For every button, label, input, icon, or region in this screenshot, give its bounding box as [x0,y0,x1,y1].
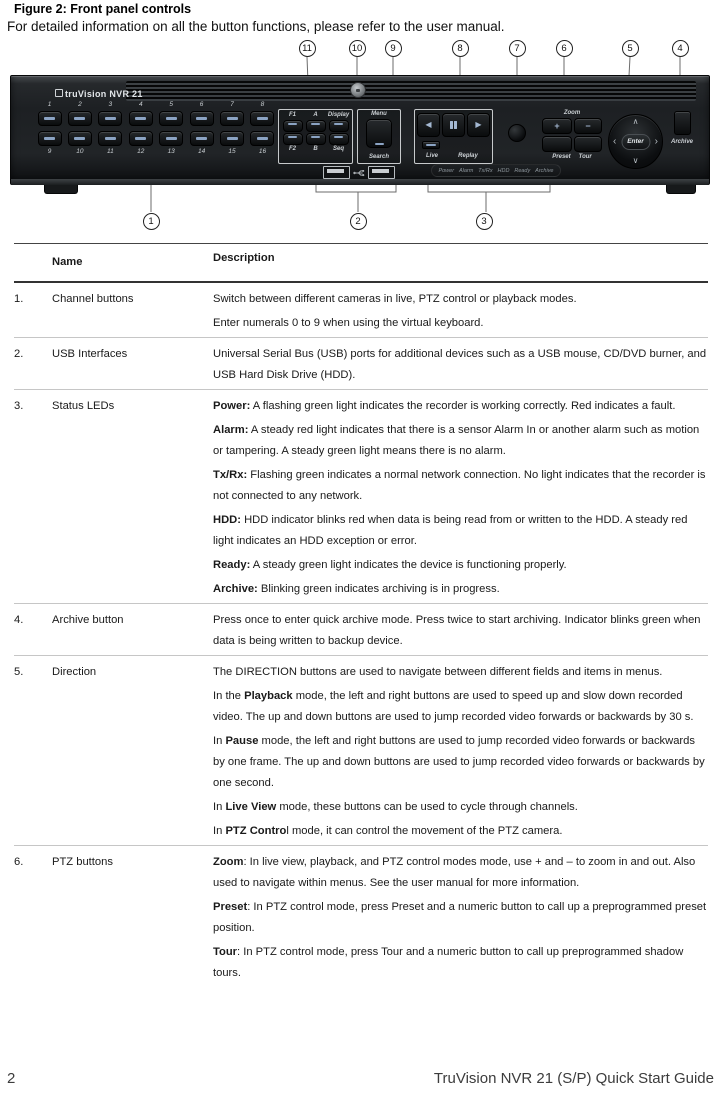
status-led-label: Power [438,167,455,174]
function-button [283,133,303,145]
panel-foot [44,185,78,194]
replay-label: Replay [458,153,478,159]
row-description: Power: A flashing green light indicates the recorder is working correctly. Red indicates a fault. Alarm: A steady red light indicates that there is a sensor Alarm In or another alarm such as motion or tampering. A steady green light means there is no alarm. Tx/Rx: Flashing green indicates a normal network connection. No light indicates that the recorder is not connected to any network. HDD: HDD indicator blinks red when data is being read from or written to the HDD. A steady red light indicates an HDD exception or error. Ready: A steady green light indicates the device is functioning properly. Archive: Blinking green indicates archiving is in progress. [213,400,706,595]
usb-ports [323,166,395,179]
channel-button-7 [220,111,244,126]
led-dash [288,123,297,125]
row-description: Zoom: In live view, playback, and PTZ control modes mode, use + and – to zoom in and out. Also used to navigate within menus. See the user manual for more information. Preset: In PTZ control mode, press Preset and a numeric button to call up a preprogrammed preset position. Tour: In PTZ control mode, press Tour and a numeric button to call up preprogrammed shadow tours. [213,856,707,979]
live-indicator [422,141,440,149]
channel-number-label: 9 [47,148,52,155]
row-description: Switch between different cameras in live, PTZ control or playback modes. Enter numerals 0 to 9 when using the virtual keyboard. [213,293,577,329]
channel-button-9 [38,131,62,146]
callout-4: 4 [672,40,689,57]
row-description: Universal Serial Bus (USB) ports for additional devices such as a USB mouse, CD/DVD burner, and USB Hard Disk Drive (HDD). [213,348,707,381]
search-label: Search [368,154,389,160]
channel-number-label: 15 [228,148,236,155]
status-led-label: Tx/Rx [478,167,493,174]
table-header [14,243,708,283]
channel-cell [67,131,92,156]
row-name: USB Interfaces [52,348,128,360]
usb-port [368,166,395,179]
zoom-label: Zoom [563,110,581,116]
usb-icon [353,168,365,178]
channel-cell [159,101,184,126]
led-dash [74,117,85,120]
function-label: Display [327,112,350,118]
archive-label: Archive [670,139,693,145]
row-number: 4. [14,614,24,626]
callout-11: 11 [299,40,316,57]
preset-label: Preset [552,154,571,160]
rewind-icon: ◀ [425,120,432,129]
row-name: Status LEDs [52,400,115,412]
playback-group [414,109,493,164]
channel-buttons-row-bottom [37,131,275,156]
row-name: Direction [52,666,97,678]
row-name: PTZ buttons [52,856,113,868]
channel-button-2 [68,111,92,126]
led-dash [227,137,238,140]
channel-cell [189,101,214,126]
table-row [14,283,708,338]
function-label: F2 [288,146,296,152]
led-dash [426,144,436,146]
channel-number-label: 14 [197,148,206,155]
channel-cell [220,131,245,156]
channel-number-label: 5 [169,101,173,108]
table-row [14,604,708,656]
channel-cell [37,101,62,126]
channel-number-label: 1 [47,101,52,108]
callout-5: 5 [622,40,639,57]
channel-cell [37,131,62,156]
channel-buttons-row-top [37,101,275,126]
row-number: 1. [14,293,24,305]
channel-number-label: 13 [167,148,175,155]
channel-cell [220,101,245,126]
led-dash [135,137,146,140]
channel-number-label: 7 [230,101,234,108]
zoom-in-button: + [542,118,572,134]
function-label: B [313,146,318,152]
callout-3: 3 [476,213,493,230]
page-title: Figure 2: Front panel controls [14,2,192,16]
function-label: A [313,112,318,118]
channel-cell [98,131,123,156]
function-button [329,133,349,145]
dpad-left-icon: ‹ [613,135,617,147]
led-dash [257,137,268,140]
channel-button-14 [190,131,214,146]
row-number: 3. [14,400,24,412]
channel-number-label: 11 [106,148,114,155]
led-dash [334,123,343,125]
led-dash [105,117,116,120]
led-dash [311,123,320,125]
channel-cell [128,101,153,126]
menu-search-button [366,119,392,148]
footer-doc-title: TruVision NVR 21 (S/P) Quick Start Guide [433,1070,714,1087]
callout-2: 2 [350,213,367,230]
menu-search-group [357,109,401,164]
channel-number-label: 12 [137,148,145,155]
row-description: The DIRECTION buttons are used to navigate between different fields and items in menus. In the Playback mode, the left and right buttons are used to speed up and slow down recorded video. The up and down buttons are used to jump recorded video forwards or backwards by 30 s. In Pause mode, the left and right buttons are used to jump recorded video forwards or backwards by one frame. The up and down buttons are used to jump recorded video forwards or backwards by one second. In Live View mode, these buttons can be used to cycle through channels. In PTZ Control mode, it can control the movement of the PTZ camera. [213,666,705,837]
footer-page-number: 2 [7,1070,16,1087]
menu-label: Menu [371,111,387,117]
forward-icon: ▶ [475,120,482,129]
led-dash [105,137,116,140]
function-button [283,120,303,132]
channel-button-4 [129,111,153,126]
table-row [14,846,708,987]
row-name: Channel buttons [52,293,134,305]
channel-cell [250,131,275,156]
panel-base [11,179,709,185]
status-led-label: Archive [535,167,554,174]
function-label: Seq [332,146,344,152]
led-dash [166,117,177,120]
channel-cell [189,131,214,156]
channel-button-16 [250,131,274,146]
led-dash [135,117,146,120]
callout-1: 1 [143,213,160,230]
led-dash [227,117,238,120]
callout-9: 9 [385,40,402,57]
intro-text: For detailed information on all the button functions, please refer to the user manual. [7,19,505,34]
led-dash [257,117,268,120]
status-led-label: Ready [514,167,531,174]
led-dash [196,117,207,120]
channel-cell [250,101,275,126]
channel-cell [67,101,92,126]
zoom-out-button: − [574,118,602,134]
callout-10: 10 [349,40,366,57]
preset-button [542,136,572,152]
vent-grille [126,81,696,101]
usb-port [323,166,350,179]
table-row [14,656,708,846]
rewind-button [417,113,440,137]
function-label: F1 [288,112,296,118]
pause-icon [450,121,457,129]
channel-button-12 [129,131,153,146]
callout-8: 8 [452,40,469,57]
panel-foot [666,185,696,194]
status-led-strip [431,164,561,177]
led-dash [44,117,55,120]
dpad-down-icon: ∨ [632,156,639,165]
channel-number-label: 10 [76,148,84,155]
channel-cell [159,131,184,156]
dpad-up-icon: ∧ [632,117,639,126]
nvr-front-panel [10,75,710,185]
brand-mark-icon [55,89,63,97]
channel-button-15 [220,131,244,146]
channel-number-label: 3 [108,101,113,108]
row-number: 6. [14,856,24,868]
tour-label: Tour [578,154,592,160]
ptz-button-group [536,109,608,167]
channel-button-5 [159,111,183,126]
led-dash [44,137,55,140]
led-dash [74,137,85,140]
row-number: 5. [14,666,24,678]
channel-cell [98,101,123,126]
header-name: Name [52,256,83,268]
pause-button [442,113,465,137]
function-button [306,133,326,145]
ir-receiver [508,124,526,142]
front-panel-figure [0,40,722,245]
enter-button: Enter [621,134,650,150]
dpad-right-icon: › [654,135,658,147]
function-button [306,120,326,132]
header-description: Description [213,252,275,264]
row-name: Archive button [52,614,124,626]
row-number: 2. [14,348,24,360]
led-dash [196,137,207,140]
channel-button-11 [98,131,122,146]
channel-button-3 [98,111,122,126]
channel-number-label: 16 [258,148,267,155]
led-dash [288,136,297,138]
status-led-label: Alarm [458,167,474,174]
channel-number-label: 2 [78,101,82,108]
panel-lock-screw [350,82,366,98]
direction-pad [608,114,663,169]
led-dash [311,136,320,138]
table-row [14,338,708,390]
tour-button [574,136,602,152]
channel-button-10 [68,131,92,146]
row-description: Press once to enter quick archive mode. Press twice to start archiving. Indicator blinks green when data is being written to backup device. [213,614,701,647]
led-dash [375,143,384,145]
channel-number-label: 4 [138,101,143,108]
table-row [14,390,708,604]
function-button [329,120,349,132]
channel-button-1 [38,111,62,126]
channel-button-6 [190,111,214,126]
channel-button-13 [159,131,183,146]
controls-table [14,243,708,987]
function-button-group [278,109,353,164]
status-led-label: HDD [497,167,510,174]
callout-7: 7 [509,40,526,57]
archive-button [674,111,691,135]
forward-button [467,113,490,137]
channel-cell [128,131,153,156]
led-dash [166,137,177,140]
live-label: Live [425,153,438,159]
channel-number-label: 8 [260,101,265,108]
led-dash [334,136,343,138]
callout-6: 6 [556,40,573,57]
channel-number-label: 6 [199,101,204,108]
channel-button-8 [250,111,274,126]
brand-logo: truVision NVR 21 [55,89,143,99]
